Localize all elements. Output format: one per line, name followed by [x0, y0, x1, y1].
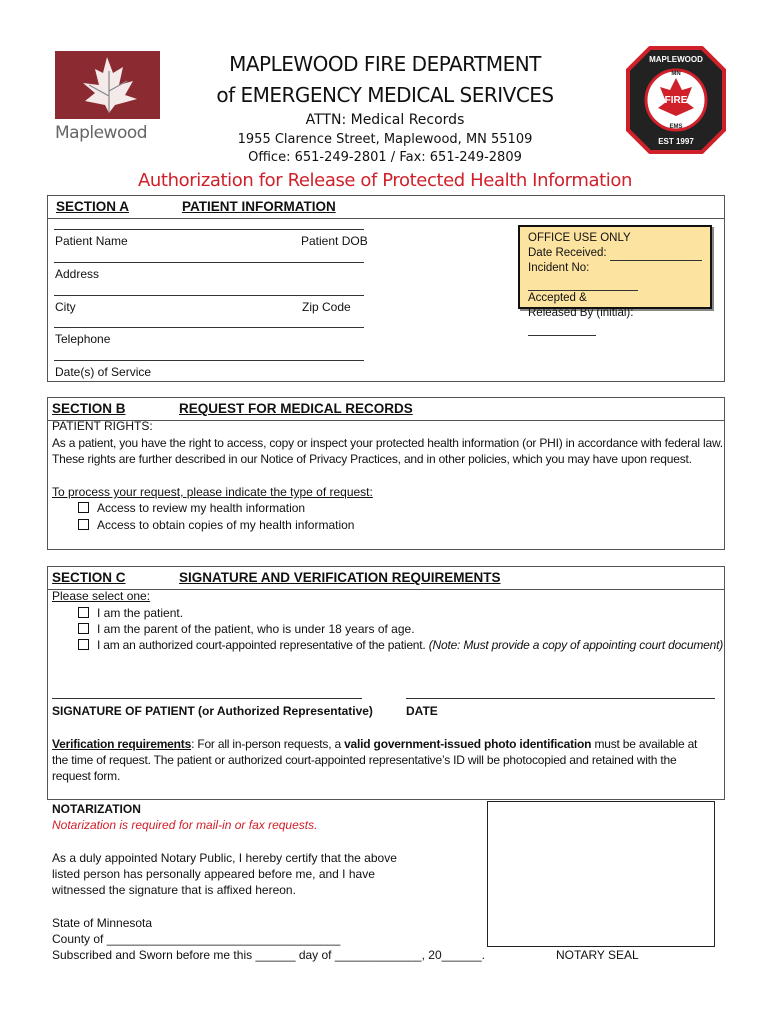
- date-received-label: Date Received:: [528, 247, 607, 259]
- county-field[interactable]: County of ___________________________________: [52, 932, 341, 946]
- attn-line: ATTN: Medical Records: [305, 112, 465, 128]
- state-label: State of Minnesota: [52, 916, 153, 930]
- patient-checkbox[interactable]: [78, 607, 89, 618]
- verification-part-1: : For all in-person requests, a: [191, 737, 345, 751]
- date-field[interactable]: [406, 698, 715, 699]
- dates-label: Date(s) of Service: [55, 365, 152, 379]
- address-field[interactable]: [54, 262, 364, 263]
- accepted-label: Accepted &: [528, 292, 587, 304]
- patient-option-label: I am the patient.: [97, 606, 184, 620]
- badge-mn-text: MN: [671, 71, 681, 77]
- representative-option-label: I am an authorized court-appointed representative of the patient.: [97, 638, 426, 652]
- telephone-label: Telephone: [55, 332, 111, 346]
- verification-text: [52, 736, 716, 784]
- review-option-label: Access to review my health information: [97, 501, 306, 515]
- certify-line-3: witnessed the signature that is affixed hereon.: [52, 883, 296, 897]
- fire-badge-logo: [620, 40, 732, 160]
- department-subtitle: of EMERGENCY MEDICAL SERIVCES: [216, 83, 554, 107]
- section-c-title: SIGNATURE AND VERIFICATION REQUIREMENTS: [179, 570, 501, 585]
- court-note: (Note: Must provide a copy of appointing court document): [428, 638, 723, 652]
- logo-text: Maplewood: [55, 123, 148, 143]
- signature-field[interactable]: [52, 698, 362, 699]
- copies-checkbox[interactable]: [78, 519, 89, 530]
- signature-label: SIGNATURE OF PATIENT (or Authorized Representative): [52, 704, 373, 718]
- patient-name-field[interactable]: [54, 229, 364, 230]
- badge-ems-text: EMS: [669, 124, 683, 130]
- section-b-title: REQUEST FOR MEDICAL RECORDS: [179, 401, 413, 416]
- section-b-label: SECTION B: [52, 401, 126, 416]
- rights-heading: PATIENT RIGHTS:: [52, 419, 153, 433]
- select-one-label: Please select one:: [52, 589, 151, 603]
- section-a-title: PATIENT INFORMATION: [182, 199, 336, 214]
- verification-bold: valid government-issued photo identification: [344, 737, 592, 751]
- patient-name-label: Patient Name: [55, 234, 128, 248]
- address-label: Address: [55, 267, 100, 281]
- review-checkbox[interactable]: [78, 502, 89, 513]
- address-line: 1955 Clarence Street, Maplewood, MN 55109: [237, 132, 533, 147]
- rights-text-2: These rights are further described in our Notice of Privacy Practices, and in other policies, which you may have upon request.: [52, 452, 692, 466]
- office-title: OFFICE USE ONLY: [528, 232, 631, 244]
- badge-est-text: EST 1997: [658, 137, 694, 146]
- copies-option-label: Access to obtain copies of my health information: [97, 518, 355, 532]
- date-label: DATE: [406, 704, 438, 718]
- notary-seal-label: NOTARY SEAL: [556, 948, 639, 962]
- sworn-field[interactable]: Subscribed and Sworn before me this ______ day of _____________, 20______.: [52, 948, 485, 962]
- parent-checkbox[interactable]: [78, 623, 89, 634]
- notarization-required: Notarization is required for mail-in or fax requests.: [52, 818, 318, 832]
- rights-text-1: As a patient, you have the right to access, copy or inspect your protected health information (or PHI) in accordance with federal law.: [52, 436, 723, 450]
- telephone-field[interactable]: [54, 327, 364, 328]
- patient-dob-label: Patient DOB: [301, 234, 368, 248]
- released-label: Released By (initial):: [528, 307, 634, 319]
- office-use-box: [518, 225, 712, 319]
- section-c-label: SECTION C: [52, 570, 126, 585]
- verification-part-2: must be available at the time of request. The patient or authorized court-appointed representative’s ID will be photocopied and retained with the request form.: [52, 737, 698, 783]
- section-a-label: SECTION A: [56, 199, 130, 214]
- certify-line-1: As a duly appointed Notary Public, I hereby certify that the above: [52, 851, 397, 865]
- dates-field[interactable]: [54, 360, 364, 361]
- parent-option-label: I am the parent of the patient, who is under 18 years of age.: [97, 622, 415, 636]
- badge-maplewood-text: MAPLEWOOD: [649, 55, 703, 64]
- representative-checkbox[interactable]: [78, 639, 89, 650]
- badge-fire-text: FIRE: [664, 95, 688, 106]
- certify-line-2: listed person has personally appeared before me, and I have: [52, 867, 375, 881]
- notary-seal-box: [487, 801, 715, 947]
- maple-leaf-icon: [55, 51, 160, 119]
- maplewood-logo: [55, 51, 160, 146]
- request-instruction: To process your request, please indicate the type of request:: [52, 485, 373, 499]
- city-zip-field[interactable]: [54, 295, 364, 296]
- zip-label: Zip Code: [302, 300, 351, 314]
- city-label: City: [55, 300, 76, 314]
- verification-heading: Verification requirements: [52, 737, 192, 751]
- notarization-heading: NOTARIZATION: [52, 802, 141, 816]
- form-title: Authorization for Release of Protected Health Information: [138, 170, 632, 191]
- incident-label: Incident No:: [528, 262, 590, 274]
- department-title: MAPLEWOOD FIRE DEPARTMENT: [229, 52, 541, 76]
- phone-line: Office: 651-249-2801 / Fax: 651-249-2809: [248, 150, 522, 165]
